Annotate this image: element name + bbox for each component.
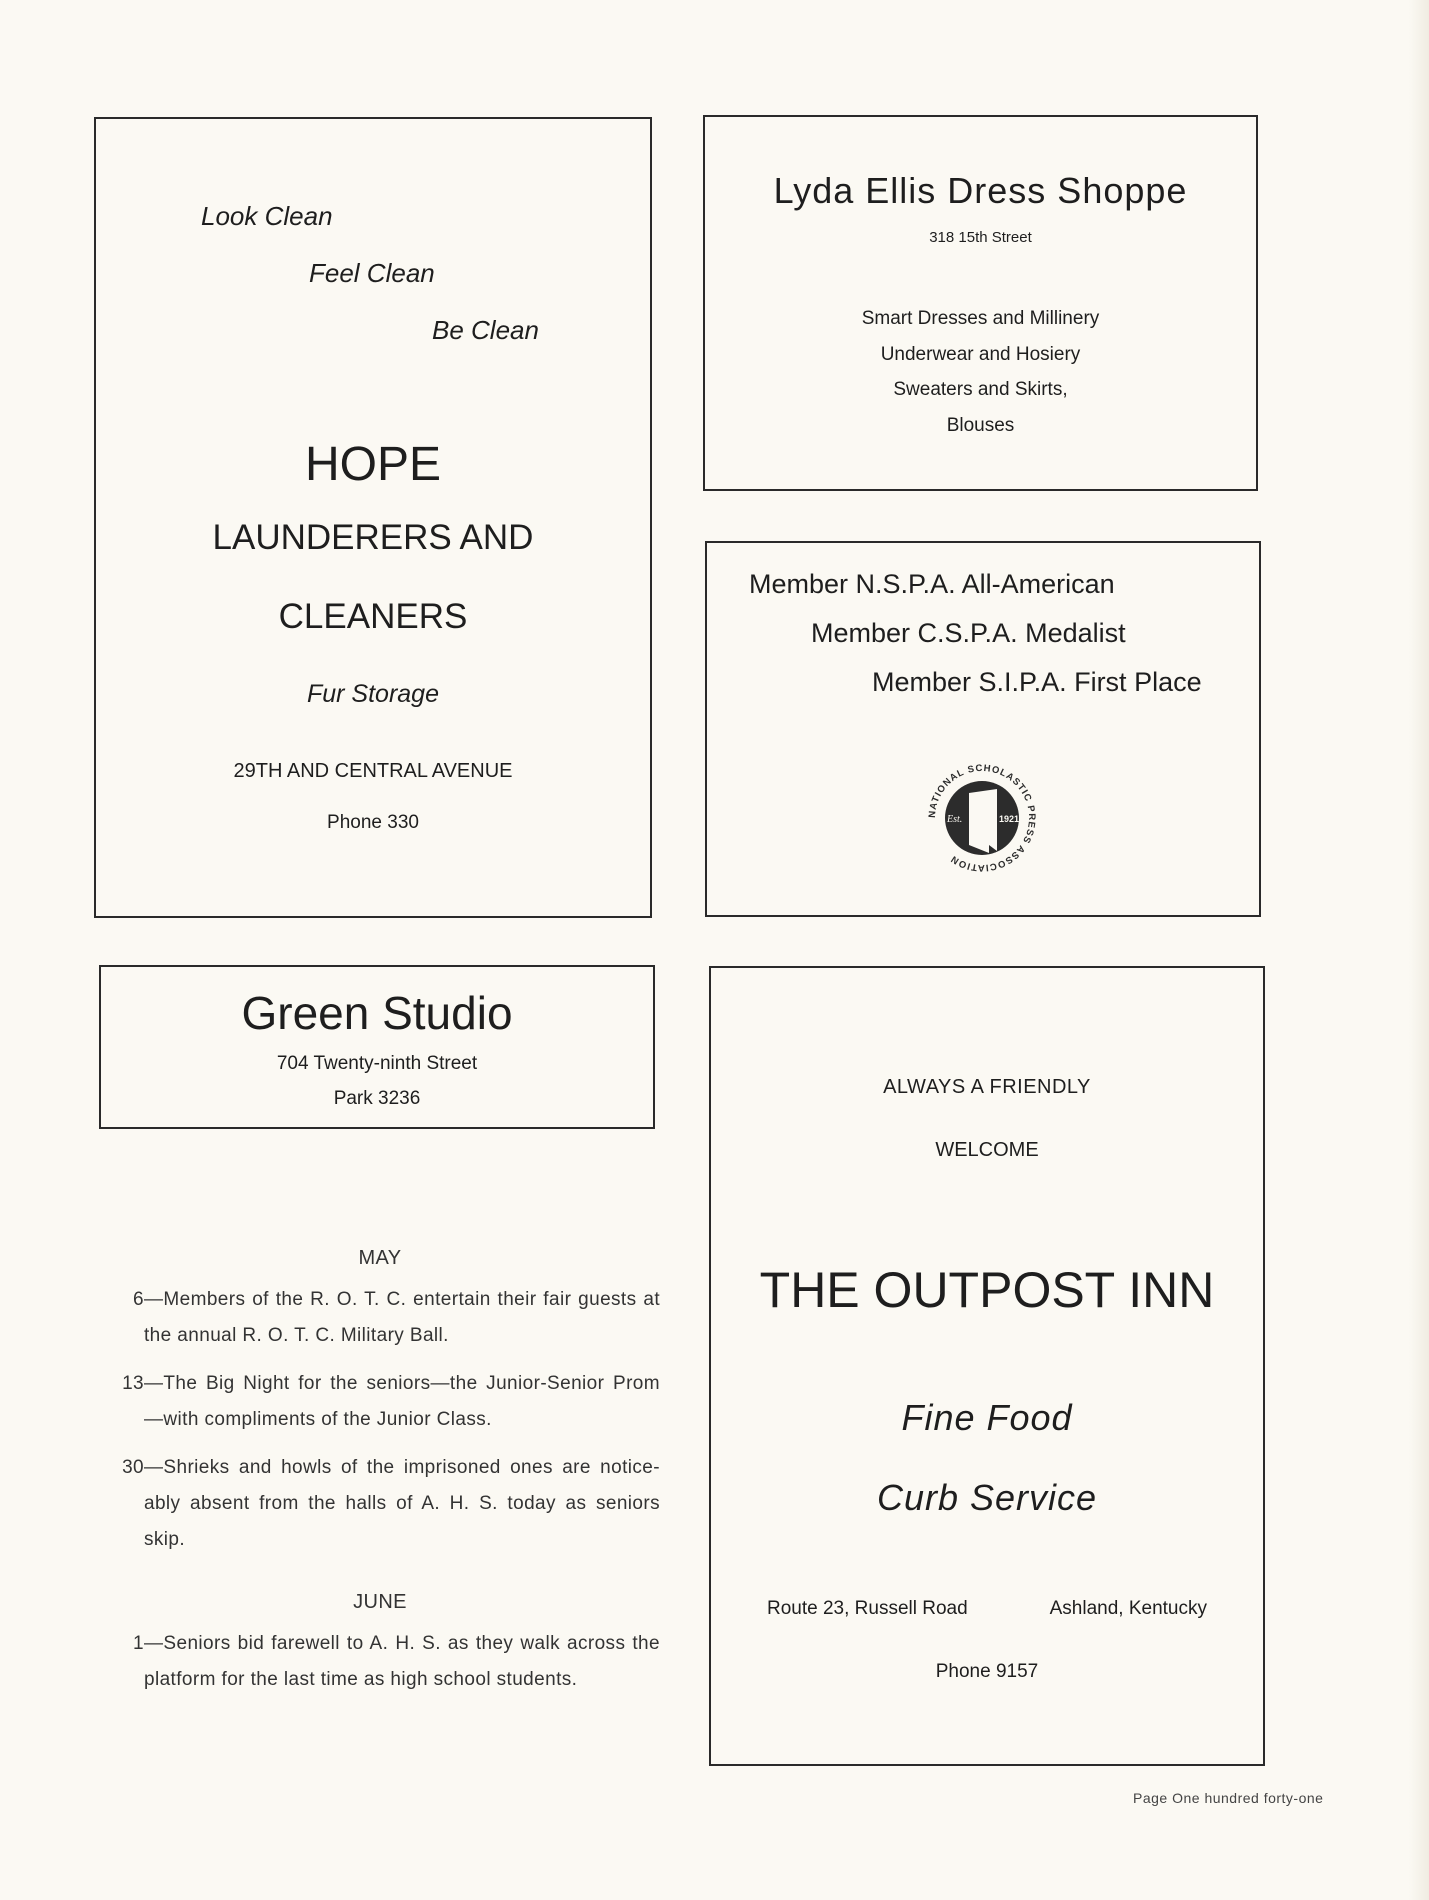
lyda-name: Lyda Ellis Dress Shoppe xyxy=(773,170,1188,211)
hope-address: 29TH AND CENTRAL AVENUE xyxy=(233,760,513,782)
slogan-3: Be Clean xyxy=(432,315,539,345)
membership-line: Member N.S.P.A. All-American xyxy=(749,569,1115,599)
outpost-feature: Fine Food xyxy=(901,1397,1073,1438)
press-membership-ad xyxy=(705,541,1261,917)
outpost-city: Ashland, Kentucky xyxy=(1049,1598,1207,1619)
month-heading: JUNE xyxy=(353,1591,407,1613)
page-edge-shadow xyxy=(1409,0,1429,1900)
calendar-entry xyxy=(100,1282,660,1354)
calendar-entry xyxy=(100,1366,660,1438)
entry-day: 6 xyxy=(133,1289,144,1310)
entry-day: 1 xyxy=(133,1633,144,1654)
green-name: Green Studio xyxy=(241,987,513,1039)
hope-service: Fur Storage xyxy=(306,680,439,708)
entry-text: —Seniors bid farewell to A. H. S. as they walk across the platform for the last time as high school students. xyxy=(144,1633,660,1690)
lyda-address: 318 15th Street xyxy=(929,229,1032,246)
lyda-ellis-ad xyxy=(703,115,1258,491)
lyda-item: Sweaters and Skirts, xyxy=(893,379,1068,400)
outpost-phone: Phone 9157 xyxy=(935,1661,1039,1682)
slogan-1: Look Clean xyxy=(201,201,333,231)
entry-day: 13 xyxy=(122,1373,144,1394)
calendar-section xyxy=(100,1240,660,1710)
nspa-seal-logo xyxy=(917,753,1047,883)
outpost-tagline: ALWAYS A FRIENDLY xyxy=(883,1076,1091,1098)
seal-year: 1921 xyxy=(999,814,1020,824)
outpost-inn-ad xyxy=(709,966,1265,1766)
hope-launderers-ad xyxy=(94,117,652,918)
hope-line2: LAUNDERERS AND xyxy=(212,518,534,557)
green-studio-ad xyxy=(99,965,655,1129)
slogan-2: Feel Clean xyxy=(309,258,435,288)
page-number: Page One hundred forty-one xyxy=(1133,1790,1324,1806)
hope-line3: CLEANERS xyxy=(278,597,468,636)
outpost-location: Route 23, Russell Road xyxy=(767,1598,968,1619)
entry-text: —The Big Night for the seniors—the Junior-Senior Prom —with compliments of the Junior Class. xyxy=(144,1373,660,1430)
seal-ring-text: NATIONAL SCHOLASTIC PRESS ASSOCIATION xyxy=(926,762,1038,874)
hope-phone: Phone 330 xyxy=(327,812,419,833)
calendar-entry xyxy=(100,1626,660,1698)
seal-est: Est. xyxy=(947,814,963,825)
hope-name: HOPE xyxy=(304,438,442,491)
lyda-item: Smart Dresses and Millinery xyxy=(861,308,1100,329)
green-address: 704 Twenty-ninth Street xyxy=(276,1053,478,1074)
green-phone: Park 3236 xyxy=(333,1088,421,1109)
membership-line: Member C.S.P.A. Medalist xyxy=(811,618,1126,648)
entry-day: 30 xyxy=(122,1457,144,1478)
membership-line: Member S.I.P.A. First Place xyxy=(872,667,1202,697)
month-heading: MAY xyxy=(358,1247,402,1269)
outpost-name: THE OUTPOST INN xyxy=(759,1262,1215,1318)
outpost-feature: Curb Service xyxy=(876,1477,1098,1518)
lyda-item: Underwear and Hosiery xyxy=(880,344,1081,365)
entry-text: —Shrieks and howls of the imprisoned ones are notice- ably absent from the halls of A. H. S. today as seniors skip. xyxy=(144,1457,660,1550)
outpost-tagline: WELCOME xyxy=(935,1139,1039,1161)
lyda-item: Blouses xyxy=(946,415,1015,436)
entry-text: —Members of the R. O. T. C. entertain their fair guests at the annual R. O. T. C. Military Ball. xyxy=(144,1289,660,1346)
calendar-entry xyxy=(100,1450,660,1558)
